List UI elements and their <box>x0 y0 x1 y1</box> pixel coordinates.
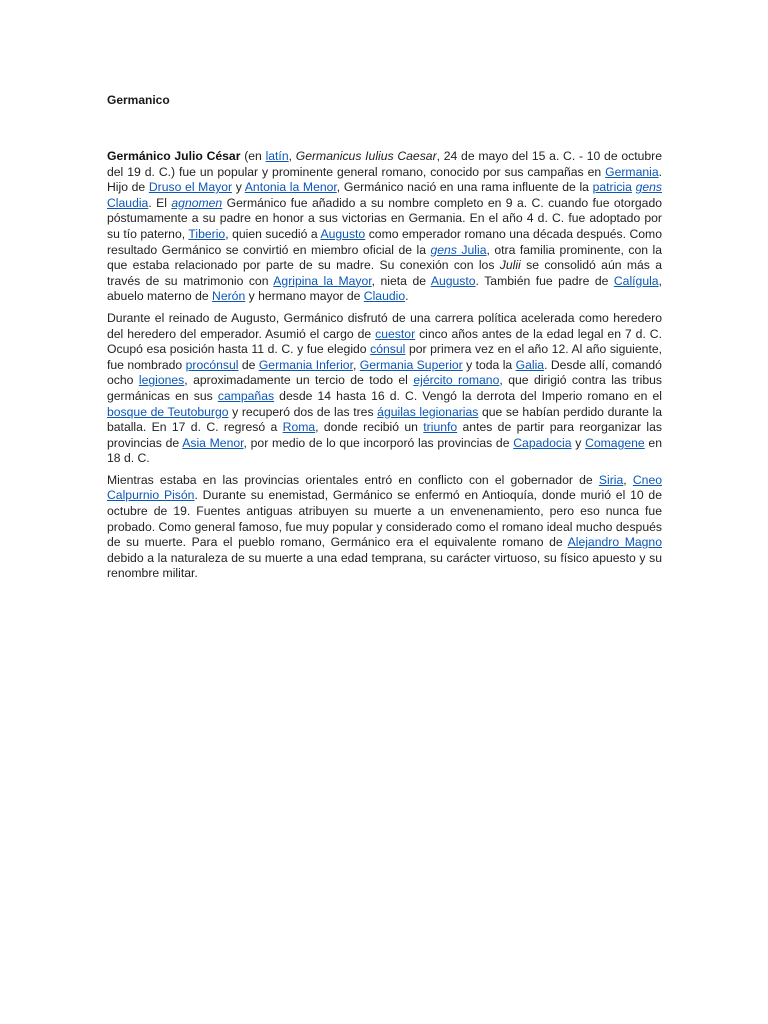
article-text: debido a la naturaleza de su muerte a una edad temprana, su carácter virtuoso, su físico apuesto y su renombre militar. <box>107 550 662 581</box>
article-text: , <box>288 149 296 163</box>
article-link[interactable]: Capadocia <box>513 435 572 450</box>
article-italic-text: Julii <box>499 258 521 273</box>
article-link[interactable]: Druso el Mayor <box>148 180 233 195</box>
article-text: , aproximadamente un tercio de todo el <box>184 373 414 388</box>
article-body <box>107 149 662 588</box>
article-text: Durante el reinado de Augusto, Germánico disfrutó de una carrera política acelerada como heredero del heredero del emperador. Asumió el cargo de <box>107 310 662 341</box>
article-text: , Germánico nació en una rama influente de la <box>336 180 593 195</box>
article-link[interactable]: Julia <box>456 242 487 257</box>
article-text: y toda la <box>462 357 516 372</box>
article-text: se consolidó aún más a través de su matrimonio con <box>107 258 662 288</box>
article-link[interactable]: procónsul <box>185 357 239 372</box>
article-subject-name: Germánico Julio César <box>107 149 241 163</box>
article-link[interactable]: bosque de Teutoburgo <box>107 404 229 419</box>
article-link[interactable]: campañas <box>217 388 275 403</box>
article-link[interactable]: latín <box>265 149 289 163</box>
article-text: , que dirigió contra las tribus germánicas en sus <box>107 373 663 403</box>
article-link[interactable]: Augusto <box>430 273 476 288</box>
paragraph-1 <box>107 149 662 305</box>
article-link[interactable]: cónsul <box>370 342 406 357</box>
article-link[interactable]: Claudia <box>107 195 149 210</box>
article-text: Mientras estaba en las provincias orientales entró en conflicto con el gobernador de <box>107 472 599 487</box>
article-text: Germánico fue añadido a su nombre completo en 9 a. C. cuando fue otorgado póstumamente a su padre en honor a sus victorias en Germania. En el año 4 d. C. fue adoptado por su tío paterno, <box>107 195 662 241</box>
article-text: . Hijo de <box>107 164 662 195</box>
article-link[interactable]: cuestor <box>375 326 416 341</box>
article-link[interactable]: Tiberio <box>188 226 226 241</box>
article-text: de <box>238 357 259 372</box>
article-text: antes de partir para reorganizar las provincias de <box>107 420 663 450</box>
article-link[interactable]: Germania Superior <box>359 357 463 372</box>
article-text: . Durante su enemistad, Germánico se enfermó en Antioquía, donde murió el 10 de octubre de 19. Fuentes antiguas atribuyen su muerte a un envenenamiento, pero eso nunca fue probado. Como general famoso, fue muy popular y considerado como el romano ideal mucho después de su muerte. Para el pueblo romano, Germánico era el equivalente romano de <box>107 488 662 550</box>
article-text: , abuelo materno de <box>107 273 662 304</box>
article-text: , quien sucedió a <box>225 226 321 241</box>
article-text: . Desde allí, comandó ocho <box>107 357 662 388</box>
article-text: (en <box>240 149 266 163</box>
article-text: como emperador romano una década después. Como resultado Germánico se convirtió en miembro oficial de la <box>107 226 662 257</box>
article-link[interactable]: Antonia la Menor <box>244 180 337 195</box>
article-link[interactable]: legiones <box>138 373 185 388</box>
article-link[interactable]: Alejandro Magno <box>567 535 662 550</box>
article-link[interactable]: gens <box>635 180 662 195</box>
article-link[interactable]: Germania <box>605 164 659 179</box>
article-text: y hermano mayor de <box>245 289 364 304</box>
article-text: y <box>232 180 245 195</box>
article-link[interactable]: Claudio <box>363 289 406 304</box>
article-link[interactable]: Siria <box>598 472 624 487</box>
article-link[interactable]: gens <box>430 242 457 257</box>
article-text: , por medio de lo que incorporó las provincias de <box>243 435 514 450</box>
article-link[interactable]: Calígula <box>613 273 659 288</box>
article-italic-text: Germanicus Iulius Caesar <box>295 149 437 163</box>
article-text: por primera vez en el año 12. Al año siguiente, fue nombrado <box>107 342 662 372</box>
document-title: Germanico <box>107 93 170 107</box>
article-link[interactable]: agnomen <box>171 195 223 210</box>
article-link[interactable]: triunfo <box>423 420 458 435</box>
article-text: . El <box>148 195 172 210</box>
article-text: , nieta de <box>371 273 431 288</box>
article-text: y recuperó dos de las tres <box>228 404 378 419</box>
article-text: . También fue padre de <box>475 273 614 288</box>
article-link[interactable]: Nerón <box>212 289 246 304</box>
article-text: . <box>405 289 409 304</box>
article-link[interactable]: Roma <box>282 420 316 435</box>
article-text: , otra familia prominente, con la que estaba relacionado por parte de su madre. Su conexión con los <box>107 242 663 273</box>
article-link[interactable]: Agripina la Mayor <box>273 273 372 288</box>
article-text: desde 14 hasta 16 d. C. Vengó la derrota del Imperio romano en el <box>274 388 662 403</box>
article-link[interactable]: águilas legionarias <box>377 404 479 419</box>
article-link[interactable]: Asia Menor <box>182 435 244 450</box>
article-text: que se habían perdido durante la batalla. En 17 d. C. regresó a <box>107 404 663 435</box>
article-link[interactable]: Augusto <box>320 226 366 241</box>
article-text: , <box>352 357 360 372</box>
article-text: y <box>571 435 586 450</box>
article-link[interactable]: ejército romano <box>413 373 500 388</box>
article-link[interactable]: Comagene <box>585 435 645 450</box>
article-text: , <box>623 472 633 487</box>
paragraph-2 <box>107 311 662 467</box>
paragraph-3 <box>107 473 662 582</box>
article-text: en 18 d. C. <box>107 435 662 466</box>
article-link[interactable]: Cneo Calpurnio Pisón <box>107 472 662 503</box>
article-text: , 24 de mayo del 15 a. C. - 10 de octubre del 19 d. C.) fue un popular y prominente general romano, conocido por sus campañas en <box>107 149 663 179</box>
article-text: , donde recibió un <box>315 420 424 435</box>
article-link[interactable]: Germania Inferior <box>258 357 353 372</box>
article-link[interactable]: Galia <box>515 357 545 372</box>
article-text: cinco años antes de la edad legal en 7 d. C. Ocupó esa posición hasta 11 d. C. y fue elegido <box>107 326 662 357</box>
article-link[interactable]: patricia <box>592 180 632 195</box>
